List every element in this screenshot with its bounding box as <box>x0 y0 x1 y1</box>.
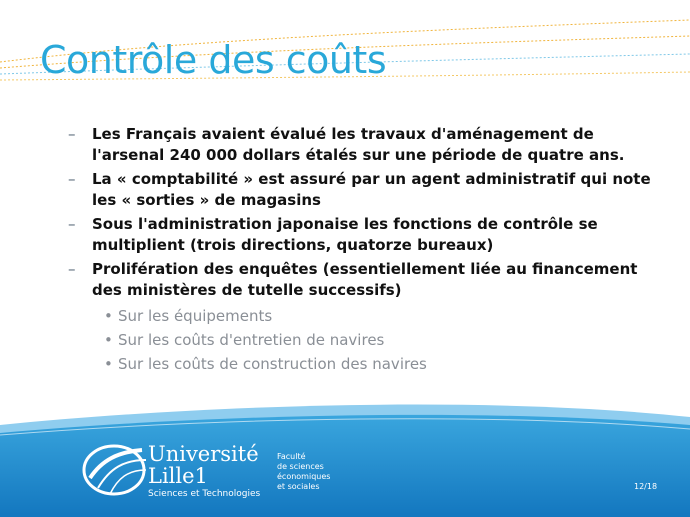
bullet-text: Sous l'administration japonaise les fonctions de contrôle se multiplient (trois directions, quatorze bureaux) <box>92 215 598 254</box>
sub-bullet-list <box>68 304 658 376</box>
sub-bullet-item <box>68 304 658 328</box>
bullet-text: Les Français avaient évalué les travaux d'aménagement de l'arsenal 240 000 dollars étalés sur une période de quatre ans. <box>92 125 625 164</box>
dash-marker: – <box>68 215 76 233</box>
slide-title: Contrôle des coûts <box>40 38 387 82</box>
sub-bullet-text: Sur les équipements <box>118 307 273 325</box>
faculty-label <box>277 452 330 492</box>
sub-bullet-group <box>68 304 658 376</box>
dash-marker: – <box>68 125 76 143</box>
sub-bullet-text: Sur les coûts de construction des navires <box>118 355 427 373</box>
bullet-list <box>68 124 658 376</box>
bullet-item <box>68 259 658 301</box>
bullet-text: Prolifération des enquêtes (essentiellement liée au financement des ministères de tutelle successifs) <box>92 260 638 299</box>
university-name-line1: Université <box>148 442 259 466</box>
page-number: 12/18 <box>634 482 658 491</box>
university-logo-icon <box>80 438 152 498</box>
faculty-line: économiques <box>277 472 331 481</box>
bullet-item <box>68 214 658 256</box>
university-tagline: Sciences et Technologies <box>148 489 261 499</box>
dot-marker: • <box>104 355 113 373</box>
sub-bullet-text: Sur les coûts d'entretien de navires <box>118 331 385 349</box>
dash-marker: – <box>68 170 76 188</box>
dot-marker: • <box>104 307 113 325</box>
dash-marker: – <box>68 260 76 278</box>
bullet-item <box>68 124 658 166</box>
bullet-text: La « comptabilité » est assuré par un agent administratif qui note les « sorties » de magasins <box>92 170 651 209</box>
dot-marker: • <box>104 331 113 349</box>
bullet-item <box>68 169 658 211</box>
university-name-line2: Lille1 <box>148 464 208 488</box>
faculty-line: de sciences <box>277 462 324 471</box>
faculty-line: et sociales <box>277 482 320 491</box>
sub-bullet-item <box>68 352 658 376</box>
faculty-line: Faculté <box>277 452 306 461</box>
sub-bullet-item <box>68 328 658 352</box>
